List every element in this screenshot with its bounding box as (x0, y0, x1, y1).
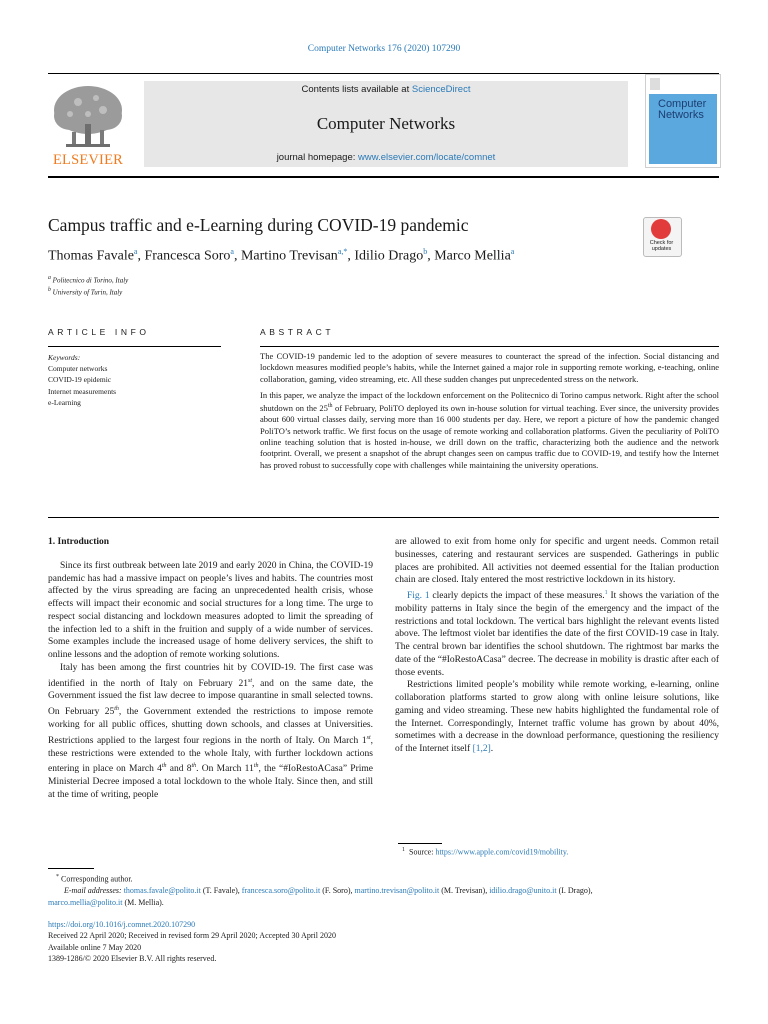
reference-link[interactable]: [1,2] (472, 744, 491, 755)
contents-available-line: Contents lists available at ScienceDirect (301, 84, 471, 95)
keyword-item: e-Learning (48, 397, 81, 407)
abstract-rule (260, 346, 719, 347)
footnote-1: $^1$ Source: https://www.apple.com/covid19/mobility. (402, 847, 569, 857)
abstract-paragraph: The COVID-19 pandemic led to the adoption of severe measures to counteract the spread of the infection. Social distancing and lockdown measures modified people’s habits, while the Internet gained a major role in supporting remote working, e-teaching, online collaboration, gaming, video streaming, etc. All these sudden changes put unprecedented stress on the network. (260, 351, 719, 384)
journal-citation[interactable]: Computer Networks 176 (2020) 107290 (307, 44, 461, 54)
email-link[interactable]: marco.mellia@polito.it (48, 897, 123, 907)
author-list: Thomas Favale$^a$, Francesca Soro$^a$, Martino Trevisan$^{a,*}$, Idilio Drago$^b$, Marco Mellia$^a$ (48, 247, 515, 264)
abstract-divider (48, 517, 719, 518)
keyword-item: Computer networks (48, 364, 108, 374)
body-column-left (48, 536, 373, 802)
abstract-heading: ABSTRACT (260, 327, 335, 337)
body-paragraph: are allowed to exit from home only for specific and urgent needs. Common retail businesses, catering and restaurant services are suspended. Gatherings in public places are prohibited. All activities not deemed essential for the Italian production chain are closed. Italy entered the most restrictive lockdown in its history. (395, 537, 719, 586)
footnote-rule (398, 843, 442, 844)
affiliation-item: $^a$ Politecnico di Torino, Italy (48, 275, 129, 285)
journal-name: Computer Networks (316, 114, 456, 133)
header-rule-bottom (48, 176, 719, 178)
body-column-right (395, 536, 719, 756)
keywords-block (48, 352, 116, 408)
author-name[interactable]: Martino Trevisan (240, 248, 338, 264)
author-affiliation-mark[interactable]: a (230, 247, 234, 256)
body-paragraph: Italy has been among the first countries hit by COVID-19. The first case was identified in the north of Italy on February 21st, and on the same date, the Government issued the fist law decree to impose quarantine in small selected towns. On February 25th, the Government extended the restrictions to impose remote working for all public offices, shutting down schools, and classes at Universities. Restrictions applied to the largest four regions in the north of Italy. On March 1st, these restrictions were extended to the whole Italy, with further lockdown actions entering in place on March 4th and 8th. On March 11th, the “#IoRestoACasa” Prime Ministerial Decree imposed a total lockdown to the whole Italy. Since then, and still at the time of writing, people (48, 662, 373, 801)
author-name[interactable]: Thomas Favale (48, 248, 134, 264)
received-dates: Received 22 April 2020; Received in revised form 29 April 2020; Accepted 30 April 2020 (48, 931, 336, 941)
author-affiliation-mark[interactable]: b (423, 247, 428, 256)
author-name[interactable]: Francesca Soro (144, 248, 231, 264)
email-link[interactable]: idilio.drago@unito.it (489, 886, 557, 896)
journal-cover-thumbnail[interactable] (645, 74, 721, 168)
section-heading-introduction: 1. Introduction (48, 537, 110, 547)
apple-mobility-link[interactable]: https://www.apple.com/covid19/mobility. (435, 847, 569, 857)
author-name[interactable]: Idilio Drago (354, 248, 424, 264)
cover-mini-logo (650, 78, 660, 90)
affiliation-item: $^b$ University of Turin, Italy (48, 287, 123, 297)
corresponding-rule (48, 868, 94, 869)
corresponding-author-note: * Corresponding author. E-mail addresses: thomas.favale@polito.it (T. Favale), francesca.soro@polito.it (F. Soro), martino.trevisan@polito.it (M. Trevisan), idilio.drago@unito.it (I. Drago), marco.mellia@polito.it (M. Mellia). (48, 874, 593, 907)
abstract-paragraph: In this paper, we analyze the impact of the lockdown enforcement on the Politecnico di Torino campus network. Right after the school shutdown on the 25th of February, PoliTO deployed its own in-house solution for virtual teaching. Ever since, the university provides about 600 virtual classes daily, serving more than 16 000 students per day. Here, we report a picture of how the pandemic changed PoliTO’s network traffic. We first focus on the usage of remote working and collaboration platforms. Given the peculiarity of PoliTO online teaching solution that is hosted in-house, we drill down on the traffic, characterizing both the audience and the network footprint. Overall, we present a snapshot of the abrupt changes seen on campus traffic due to COVID-19, and testify how the Internet has proved robust to successfully cope with challenges while maintaining the university operations. (260, 389, 719, 470)
keywords-label: Keywords: (48, 353, 81, 362)
keyword-item: COVID-19 epidemic (48, 375, 112, 385)
crossmark-icon (651, 219, 671, 239)
available-online: Available online 7 May 2020 (48, 942, 142, 952)
author-affiliation-mark[interactable]: a (133, 247, 138, 256)
affiliations (48, 273, 128, 298)
email-link[interactable]: thomas.favale@polito.it (123, 886, 201, 896)
crossmark-label: Check for updates (649, 240, 674, 252)
journal-homepage-line: journal homepage: www.elsevier.com/locate/comnet (276, 152, 496, 163)
cover-title: Computer Networks (658, 98, 707, 121)
abstract-text (260, 351, 719, 476)
check-for-updates-badge[interactable] (643, 217, 681, 257)
author-name[interactable]: Marco Mellia (434, 248, 511, 264)
journal-homepage-link[interactable]: www.elsevier.com/locate/comnet (358, 152, 496, 163)
footnote-1-link[interactable]: 1 (604, 590, 608, 596)
author-affiliation-mark[interactable]: a,* (337, 247, 348, 256)
body-paragraph: Since its first outbreak between late 2019 and early 2020 in China, the COVID-19 pandemic has had a massive impact on people’s lives and habits. The countries most affected by the virus spreading are facing an unprecedented health crisis, whose effects will impact their economic and social structures for a long time. The urge to respect social distancing and lockdown measures adopted to limit the spreading of the infection led to a shift in the fruition and supply of a wide number of services. Some examples include the increased usage of home delivery services, the shift to online lessons and the adoption of remote working solutions. (48, 560, 373, 660)
figure-1-link[interactable]: Fig. 1 (407, 591, 430, 602)
elsevier-wordmark: ELSEVIER (52, 152, 124, 168)
publication-details (48, 919, 336, 964)
article-info-heading: ARTICLE INFO (48, 327, 150, 337)
paper-title: Campus traffic and e-Learning during COVID-19 pandemic (48, 215, 469, 235)
header-rule-top (48, 73, 719, 74)
body-paragraph: Restrictions limited people’s mobility while remote working, e-learning, online collaboration platforms started to grow along with online leisure solutions, like gaming and video streaming. These new habits highlighted the fundamental role of the Internet. Correspondingly, Internet traffic volume has grown by about 40%, sometimes with a decrease in the download performance, questioning the resiliency of the Internet itself [1,2]. (395, 680, 719, 755)
sciencedirect-link[interactable]: ScienceDirect (411, 84, 471, 95)
email-link[interactable]: francesca.soro@polito.it (241, 886, 321, 896)
article-info-rule (48, 346, 221, 347)
author-affiliation-mark[interactable]: a (510, 247, 515, 256)
doi-link[interactable]: https://doi.org/10.1016/j.comnet.2020.107290 (48, 920, 196, 929)
keyword-item: Internet measurements (48, 386, 117, 396)
body-paragraph: Fig. 1 clearly depicts the impact of these measures.$^1$ It shows the variation of the mobility patterns in Italy since the begin of the emergency and the impact of the restrictions and total lockdown. The vertical bars highlight the relevant events listed above. The leftmost violet bar identifies the date of the first COVID-19 case in Italy. The central brown bar identifies the school shutdown. The rightmost bar marks the date of the “#IoRestoACasa” decree. The decrease in mobility is drastic after each of those events. (395, 590, 719, 678)
copyright-line: 1389-1286/© 2020 Elsevier B.V. All rights reserved. (48, 953, 217, 963)
email-link[interactable]: martino.trevisan@polito.it (354, 886, 440, 896)
